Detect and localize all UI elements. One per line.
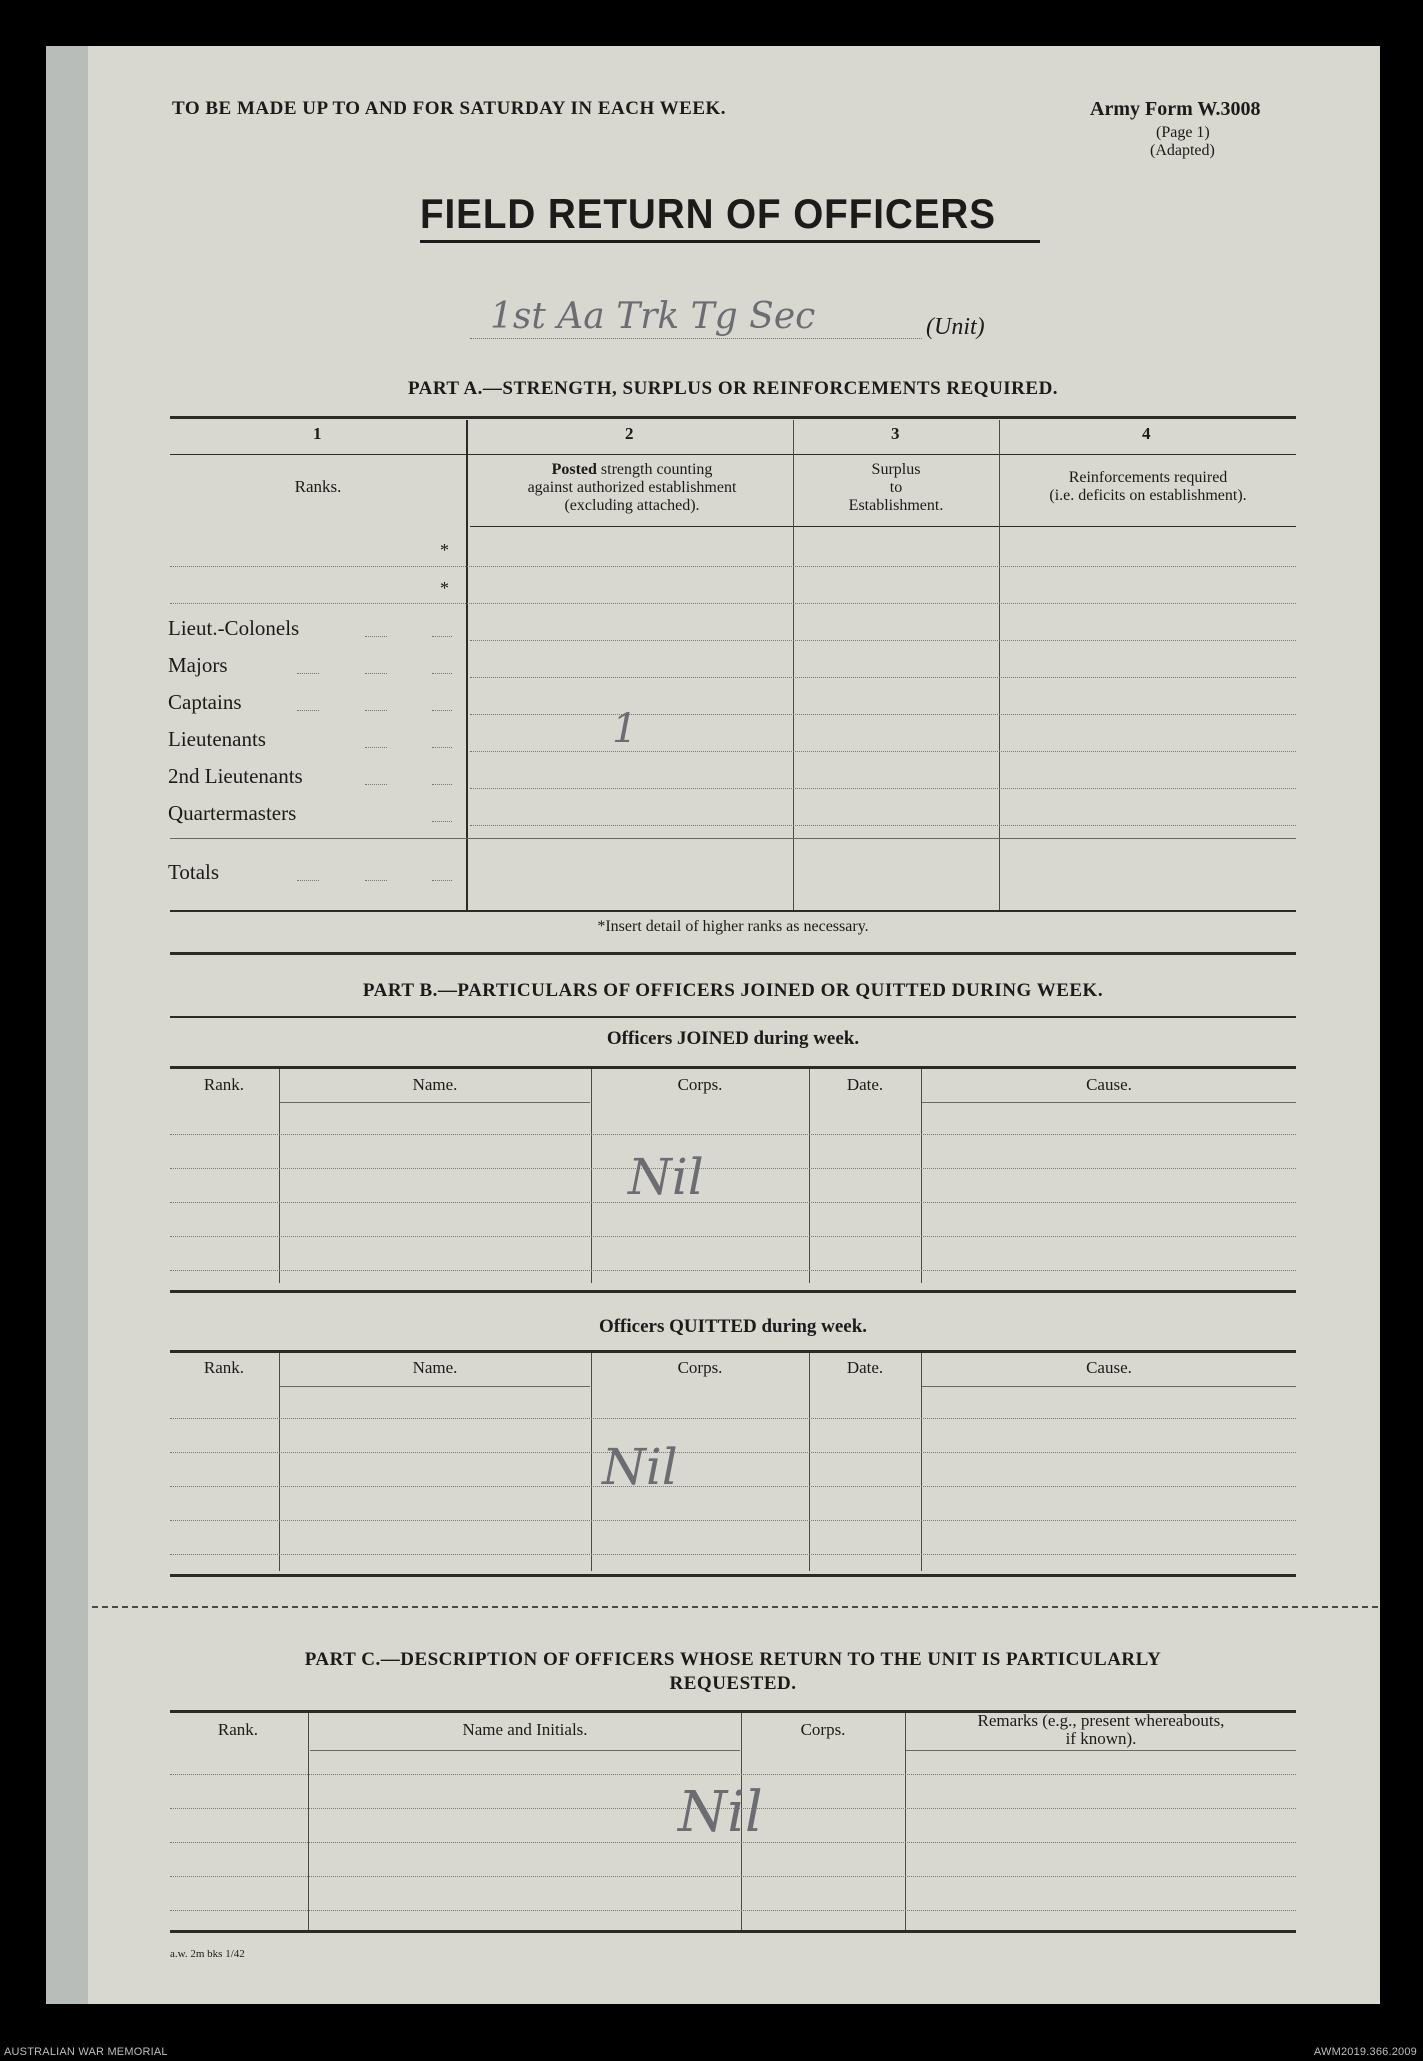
part-c-vline-1 xyxy=(308,1713,309,1931)
joined-col-corps: Corps. xyxy=(677,1075,723,1094)
unit-label: (Unit) xyxy=(926,314,985,340)
part-a-vline-3 xyxy=(999,420,1000,910)
quitted-row-line xyxy=(170,1418,1296,1419)
col-ranks-header: Ranks. xyxy=(294,477,342,496)
joined-name-rule xyxy=(280,1102,590,1103)
asterisk-row-1: * xyxy=(440,540,449,560)
leader-dots xyxy=(432,710,452,711)
handwritten-quitted-nil: Nil xyxy=(602,1438,678,1496)
part-b-top-rule xyxy=(170,1016,1296,1018)
col-reinforcements-header xyxy=(1000,469,1296,505)
rank-totals: Totals xyxy=(168,860,220,884)
quitted-vline-4 xyxy=(921,1353,922,1571)
part-a-bottom-rule xyxy=(170,910,1296,912)
page-title: FIELD RETURN OF OFFICERS xyxy=(420,190,996,237)
unit-dotted-line xyxy=(470,338,922,339)
joined-row-line xyxy=(170,1270,1296,1271)
quitted-name-rule xyxy=(280,1386,590,1387)
col-reinf-line1: Reinforcements required xyxy=(1068,469,1228,486)
col-number-2: 2 xyxy=(625,424,634,443)
quitted-col-name: Name. xyxy=(412,1358,458,1377)
row-line xyxy=(470,825,1296,826)
rank-majors: Majors xyxy=(168,653,228,677)
handwritten-part-c-nil: Nil xyxy=(678,1780,763,1845)
unit-handwritten: 1st Aa Trk Tg Sec xyxy=(490,296,816,337)
part-a-number-rule xyxy=(170,454,1296,455)
joined-vline-4 xyxy=(921,1069,922,1283)
col-posted-line3: (excluding attached). xyxy=(564,497,700,514)
part-c-name-rule xyxy=(310,1750,740,1751)
leader-dots xyxy=(432,821,452,822)
joined-col-rank: Rank. xyxy=(203,1075,245,1094)
print-code: a.w. 2m bks 1/42 xyxy=(170,1948,245,1960)
quitted-row-line xyxy=(170,1486,1296,1487)
col-number-4: 4 xyxy=(1142,424,1151,443)
asterisk-row-2: * xyxy=(440,578,449,598)
part-c-heading xyxy=(170,1648,1296,1696)
part-a-header-rule xyxy=(470,526,1296,527)
leader-dots xyxy=(432,673,452,674)
row-line xyxy=(470,714,1296,715)
col-number-1: 1 xyxy=(313,424,322,443)
leader-dots xyxy=(432,880,452,881)
col-surplus-header xyxy=(794,461,998,515)
joined-row-line xyxy=(170,1134,1296,1135)
quitted-row-line xyxy=(170,1554,1296,1555)
remarks-line2: if known). xyxy=(1065,1729,1137,1748)
part-c-remarks-rule xyxy=(906,1750,1296,1751)
row-line xyxy=(170,566,1296,567)
part-c-heading-line2: REQUESTED. xyxy=(669,1673,797,1694)
leader-dots xyxy=(297,710,319,711)
handwritten-joined-nil: Nil xyxy=(628,1148,704,1206)
quitted-title: Officers QUITTED during week. xyxy=(598,1316,868,1337)
part-a-top-rule xyxy=(170,416,1296,419)
col-surplus-line2: to xyxy=(889,479,903,496)
remarks-line1: Remarks (e.g., present whereabouts, xyxy=(977,1711,1225,1730)
joined-top-rule xyxy=(170,1066,1296,1069)
leader-dots xyxy=(365,710,387,711)
col-reinf-line2: (i.e. deficits on establishment). xyxy=(1049,487,1247,504)
col-surplus-line3: Establishment. xyxy=(848,497,944,514)
row-line xyxy=(470,751,1296,752)
quitted-col-cause: Cause. xyxy=(1086,1358,1132,1377)
joined-row-line xyxy=(170,1236,1296,1237)
paper-edge-strip xyxy=(46,46,88,2004)
leader-dots xyxy=(432,784,452,785)
joined-vline-1 xyxy=(279,1069,280,1283)
leader-dots xyxy=(297,673,319,674)
part-b-heading: PART B.—PARTICULARS OF OFFICERS JOINED OR QUITTED DURING WEEK. xyxy=(362,980,1104,1001)
leader-dots xyxy=(432,636,452,637)
joined-col-cause: Cause. xyxy=(1086,1075,1132,1094)
totals-rule xyxy=(170,838,1296,839)
leader-dots xyxy=(297,880,319,881)
joined-vline-2 xyxy=(591,1069,592,1283)
part-c-row-line xyxy=(170,1774,1296,1775)
part-c-col-name: Name and Initials. xyxy=(462,1720,588,1739)
quitted-row-line xyxy=(170,1452,1296,1453)
part-c-vline-3 xyxy=(905,1713,906,1931)
quitted-col-date: Date. xyxy=(846,1358,884,1377)
leader-dots xyxy=(432,747,452,748)
joined-col-date: Date. xyxy=(846,1075,884,1094)
part-a-vline-1 xyxy=(466,420,468,910)
joined-col-name: Name. xyxy=(412,1075,458,1094)
col-posted-rest: strength counting xyxy=(596,461,713,478)
quitted-bottom-rule xyxy=(170,1574,1296,1577)
leader-dots xyxy=(365,673,387,674)
perforation-line xyxy=(92,1606,1378,1608)
joined-title: Officers JOINED during week. xyxy=(606,1028,860,1049)
rank-lieutenants: Lieutenants xyxy=(168,727,266,751)
quitted-cause-rule xyxy=(922,1386,1296,1387)
leader-dots xyxy=(365,636,387,637)
col-number-3: 3 xyxy=(891,424,900,443)
form-adapted: (Adapted) xyxy=(1150,142,1215,159)
leader-dots xyxy=(365,747,387,748)
handwritten-lieutenants-count: 1 xyxy=(612,706,638,752)
title-underline xyxy=(420,240,1040,243)
row-line xyxy=(470,677,1296,678)
quitted-row-line xyxy=(170,1520,1296,1521)
joined-row-line xyxy=(170,1202,1296,1203)
col-posted-bold: Posted xyxy=(551,461,597,478)
form-id: Army Form W.3008 xyxy=(1090,98,1261,120)
col-posted-line2: against authorized establishment xyxy=(527,479,737,496)
joined-bottom-rule xyxy=(170,1290,1296,1293)
row-line xyxy=(470,640,1296,641)
part-c-row-line xyxy=(170,1910,1296,1911)
row-line xyxy=(470,788,1296,789)
part-c-heading-line1: PART C.—DESCRIPTION OF OFFICERS WHOSE RETURN TO THE UNIT IS PARTICULARLY xyxy=(304,1649,1162,1670)
part-c-row-line xyxy=(170,1876,1296,1877)
col-surplus-line1: Surplus xyxy=(871,461,921,478)
quitted-top-rule xyxy=(170,1350,1296,1353)
quitted-col-corps: Corps. xyxy=(677,1358,723,1377)
quitted-col-rank: Rank. xyxy=(203,1358,245,1377)
part-c-col-rank: Rank. xyxy=(217,1720,259,1739)
part-c-bottom-rule xyxy=(170,1930,1296,1933)
joined-row-line xyxy=(170,1168,1296,1169)
rank-quartermasters: Quartermasters xyxy=(168,801,297,825)
form-instruction: TO BE MADE UP TO AND FOR SATURDAY IN EACH WEEK. xyxy=(172,98,727,119)
quitted-vline-3 xyxy=(809,1353,810,1571)
part-a-heading: PART A.—STRENGTH, SURPLUS OR REINFORCEMENTS REQUIRED. xyxy=(407,378,1059,399)
joined-vline-3 xyxy=(809,1069,810,1283)
leader-dots xyxy=(365,784,387,785)
quitted-vline-2 xyxy=(591,1353,592,1571)
archive-footer-left: AUSTRALIAN WAR MEMORIAL xyxy=(4,2046,168,2058)
archive-footer-right: AWM2019.366.2009 xyxy=(1313,2046,1417,2058)
part-c-col-corps: Corps. xyxy=(800,1720,846,1739)
row-line xyxy=(170,603,1296,604)
part-a-vline-2 xyxy=(793,420,794,910)
quitted-vline-1 xyxy=(279,1353,280,1571)
part-c-col-remarks xyxy=(906,1712,1296,1748)
part-a-footnote: *Insert detail of higher ranks as necessary. xyxy=(597,918,869,935)
leader-dots xyxy=(365,880,387,881)
rank-captains: Captains xyxy=(168,690,242,714)
joined-cause-rule xyxy=(922,1102,1296,1103)
col-posted-header xyxy=(470,461,794,515)
form-page: (Page 1) xyxy=(1156,124,1210,141)
rank-2nd-lieutenants: 2nd Lieutenants xyxy=(168,764,303,788)
rank-lieut-colonels: Lieut.-Colonels xyxy=(168,616,300,640)
part-a-end-rule xyxy=(170,952,1296,955)
